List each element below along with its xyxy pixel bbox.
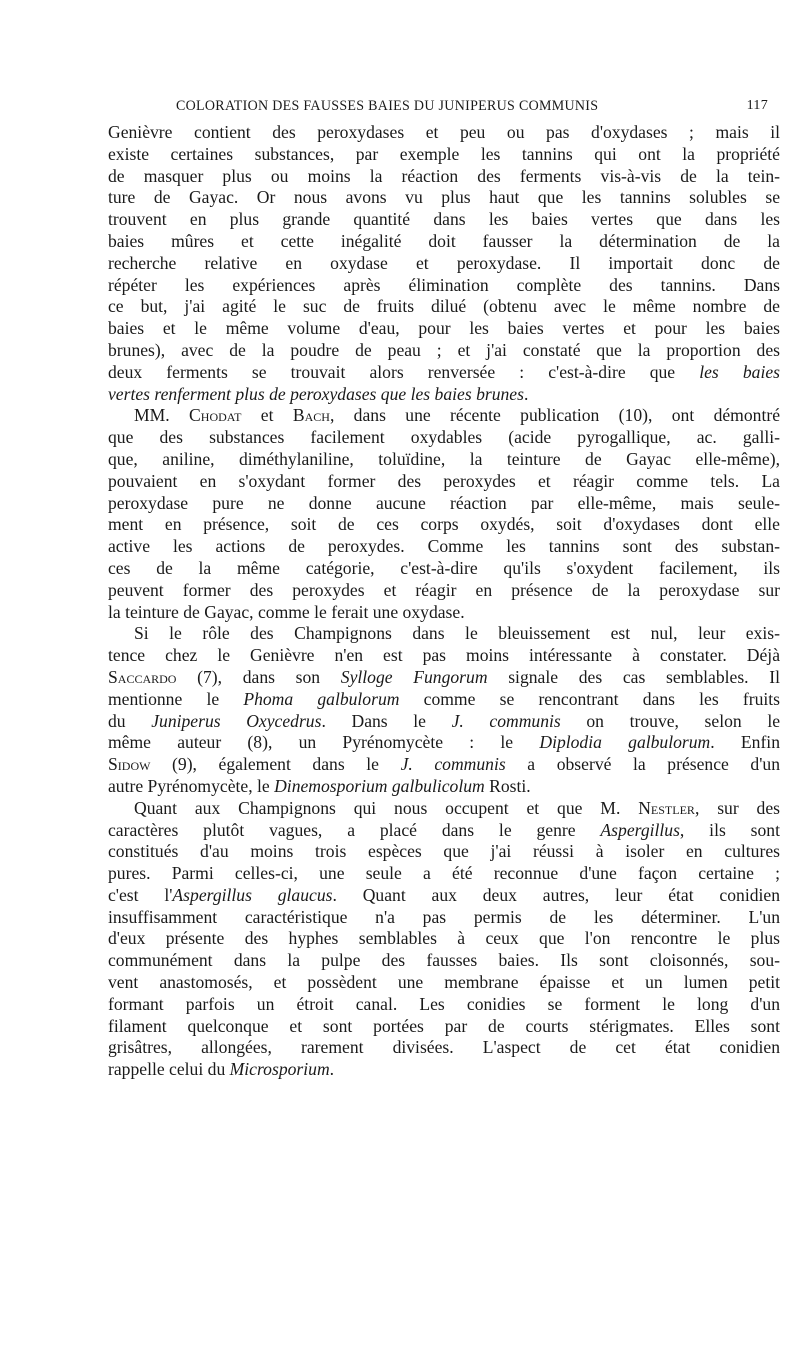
text-run: . Dans le (321, 710, 452, 731)
text-run: rappelle celui du (108, 1059, 230, 1080)
text-run: on trouve, selon le (560, 710, 781, 731)
text-line (108, 950, 780, 972)
text-line (108, 449, 780, 471)
text-run: c'est l' (108, 884, 173, 905)
text-run: communément dans la pulpe des fausses baies. Ils sont cloisonnés, sou- (108, 950, 780, 971)
text-run: recherche relative en oxydase et peroxydase. Il importait donc de (108, 252, 780, 273)
text-line (108, 122, 780, 144)
text-line (108, 602, 780, 624)
text-run: et (241, 405, 293, 426)
text-line (108, 231, 780, 253)
body-text (108, 122, 780, 1081)
text-run: ce but, j'ai agité le suc de fruits dilué (obtenu avec le même nombre de (108, 296, 780, 317)
text-run: peroxydase pure ne donne aucune réaction par elle-même, mais seule- (108, 492, 780, 513)
text-run: Quant aux Champignons qui nous occupent et que M. (134, 797, 639, 818)
text-run: répéter les expériences après élimination complète des tannins. Dans (108, 274, 780, 295)
italic-term: Dinemosporium galbulicolum (274, 775, 485, 796)
text-run: MM. (134, 405, 190, 426)
author-name: Chodat (189, 405, 242, 426)
text-run: d'eux présente des hyphes semblables à ceux que l'on rencontre le plus (108, 928, 780, 949)
text-line (108, 253, 780, 275)
text-run: , ils sont (679, 819, 780, 840)
text-run: baies mûres et cette inégalité doit fausser la détermination de la (108, 230, 780, 251)
text-run: que, aniline, diméthylaniline, toluïdine, la teinture de Gayac elle-même), (108, 448, 780, 469)
italic-term: Diplodia galbulorum (539, 732, 711, 753)
text-line (108, 972, 780, 994)
text-line (108, 732, 780, 754)
text-line (108, 166, 780, 188)
italic-term: Phoma galbulorum (243, 688, 400, 709)
page-number: 117 (746, 98, 768, 113)
text-line (108, 820, 780, 842)
text-line (108, 798, 780, 820)
text-run: pouvaient en s'oxydant former des peroxydes et réagir comme tels. La (108, 470, 780, 491)
text-line (108, 907, 780, 929)
text-run: (7), dans son (176, 666, 341, 687)
text-line (108, 144, 780, 166)
text-run: grisâtres, allongées, rarement divisées. L'aspect de cet état conidien (108, 1037, 780, 1058)
text-run: baies et le même volume d'eau, pour les baies vertes et pour les baies (108, 318, 780, 339)
text-line (108, 275, 780, 297)
text-run: Si le rôle des Champignons dans le bleuissement est nul, leur exis- (134, 623, 780, 644)
text-run: formant parfois un étroit canal. Les conidies se forment le long d'un (108, 993, 780, 1014)
text-run: peuvent former des peroxydes et réagir en présence de la peroxydase sur (108, 579, 780, 600)
text-run: deux ferments se trouvait alors renversée : c'est-à-dire que (108, 361, 700, 382)
text-run: Rosti. (484, 775, 531, 796)
author-name: Saccardo (108, 666, 177, 687)
text-line (108, 994, 780, 1016)
text-line (108, 558, 780, 580)
italic-term: Aspergillus (600, 819, 680, 840)
italic-term: J. communis (400, 754, 506, 775)
text-line (108, 928, 780, 950)
text-line (108, 667, 780, 689)
text-line (108, 1059, 780, 1081)
italic-term: Aspergillus glaucus (172, 884, 333, 905)
text-run: signale des cas semblables. Il (487, 666, 780, 687)
text-run: que des substances facilement oxydables (acide pyrogallique, ac. galli- (108, 427, 780, 448)
text-line (108, 405, 780, 427)
text-line (108, 427, 780, 449)
text-line (108, 514, 780, 536)
text-line (108, 536, 780, 558)
text-line (108, 645, 780, 667)
text-line (108, 1037, 780, 1059)
text-line (108, 689, 780, 711)
text-run: brunes), avec de la poudre de peau ; et j'ai constaté que la proportion des (108, 339, 780, 360)
text-run: filament quelconque et sont portées par de courts stérigmates. Elles sont (108, 1015, 780, 1036)
text-run: . Quant aux deux autres, leur état conidien (332, 884, 780, 905)
text-run: ces de la même catégorie, c'est-à-dire qu'ils s'oxydent facilement, ils (108, 557, 780, 578)
text-run: , dans une récente publication (10), ont démontré (329, 405, 781, 426)
text-line (108, 885, 780, 907)
text-line (108, 754, 780, 776)
text-line (108, 776, 780, 798)
text-run: la teinture de Gayac, comme le ferait une oxydase. (108, 601, 465, 622)
text-run: vent anastomosés, et possèdent une membrane épaisse et un lumen petit (108, 972, 780, 993)
text-run: insuffisamment caractéristique n'a pas permis de les déterminer. L'un (108, 906, 780, 927)
text-run: . (523, 383, 529, 404)
text-line (108, 318, 780, 340)
text-line (108, 340, 780, 362)
text-run: , sur des (694, 797, 781, 818)
text-line (108, 1016, 780, 1038)
italic-term: les baies (699, 361, 780, 382)
author-name: Bach (292, 405, 330, 426)
text-run: ment en présence, soit de ces corps oxydés, soit d'oxydases dont elle (108, 514, 780, 535)
italic-term: vertes renferment plus de peroxydases que les baies brunes (108, 383, 524, 404)
running-title: COLORATION DES FAUSSES BAIES DU JUNIPERUS COMMUNIS (176, 98, 599, 115)
text-run: comme se rencontrant dans les fruits (399, 688, 781, 709)
text-run: Genièvre contient des peroxydases et peu ou pas d'oxydases ; mais il (108, 122, 780, 142)
text-line (108, 580, 780, 602)
text-line (108, 623, 780, 645)
text-run: a observé la présence d'un (505, 754, 780, 775)
running-header (108, 98, 778, 120)
text-run: caractères plutôt vagues, a placé dans le genre (108, 819, 601, 840)
text-line (108, 711, 780, 733)
text-line (108, 296, 780, 318)
text-run: de masquer plus ou moins la réaction des ferments vis-à-vis de la tein- (108, 165, 780, 186)
text-line (108, 863, 780, 885)
author-name: Nestler (638, 797, 695, 818)
text-run: . (329, 1059, 335, 1080)
italic-term: Microsporium (229, 1059, 330, 1080)
text-line (108, 841, 780, 863)
text-run: même auteur (8), un Pyrénomycète : le (108, 732, 540, 753)
text-line (108, 384, 780, 406)
text-run: autre Pyrénomycète, le (108, 775, 275, 796)
text-run: constitués d'au moins trois espèces que j'ai réussi à isoler en cultures (108, 841, 780, 862)
text-line (108, 471, 780, 493)
text-run: du (108, 710, 152, 731)
italic-term: Sylloge Fungorum (340, 666, 488, 687)
text-run: trouvent en plus grande quantité dans les baies vertes que dans les (108, 209, 780, 230)
text-line (108, 493, 780, 515)
italic-term: J. communis (451, 710, 561, 731)
text-run: (9), également dans le (150, 754, 401, 775)
text-run: . Enfin (710, 732, 780, 753)
text-run: ture de Gayac. Or nous avons vu plus haut que les tannins solubles se (108, 187, 780, 208)
text-line (108, 209, 780, 231)
author-name: Sidow (108, 754, 151, 775)
italic-term: Juniperus Oxycedrus (151, 710, 322, 731)
text-line (108, 187, 780, 209)
text-run: active les actions de peroxydes. Comme les tannins sont des substan- (108, 536, 780, 557)
text-run: pures. Parmi celles-ci, une seule a été reconnue d'une façon certaine ; (108, 863, 780, 884)
text-run: existe certaines substances, par exemple les tannins qui ont la propriété (108, 143, 780, 164)
text-run: mentionne le (108, 688, 244, 709)
text-run: tence chez le Genièvre n'en est pas moins intéressante à constater. Déjà (108, 645, 780, 666)
text-line (108, 362, 780, 384)
